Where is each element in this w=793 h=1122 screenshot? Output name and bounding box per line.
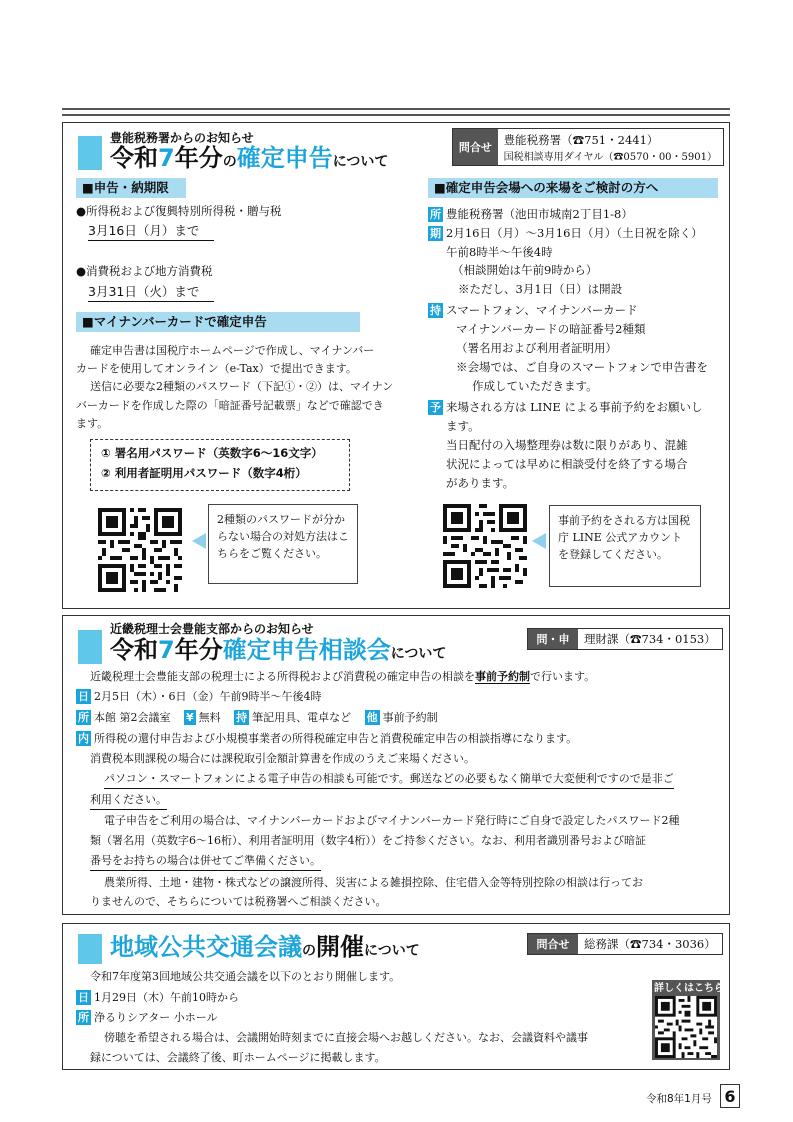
password-item: ② 利用者証明用パスワード（数字4桁） bbox=[101, 466, 307, 480]
contact-box bbox=[452, 128, 724, 166]
contact-phone-2: 国税相談専用ダイヤル（☎0570・00・5901） bbox=[503, 151, 717, 163]
intro: 近畿税理士会豊能支部の税理士による所得税および消費税の確定申告の相談を事前予約制で行います。 bbox=[90, 670, 596, 683]
password-item: ① 署名用パスワード（英数字6〜16文字） bbox=[101, 446, 323, 460]
section-title: 地域公共交通会議の開催について bbox=[110, 933, 420, 961]
contact-phone: 理財課（☎734・0153） bbox=[584, 632, 716, 646]
contact-phone: 総務課（☎734・3036） bbox=[584, 937, 716, 951]
title-marker bbox=[78, 630, 102, 664]
bring-item: マイナンバーカードの暗証番号2種類 bbox=[456, 322, 646, 336]
contact-label: 問合せ bbox=[453, 129, 498, 165]
paragraph: ます。 bbox=[76, 417, 109, 430]
intro: 令和7年度第3回地域公共交通会議を以下のとおり開催します。 bbox=[90, 970, 401, 983]
tag-period: 期 bbox=[430, 227, 441, 240]
reserve-item: 予 来場される方は LINE による事前予約をお願いし bbox=[430, 400, 703, 414]
deadline-item: ●消費税および地方消費税 bbox=[76, 264, 213, 278]
tag-day: 日 bbox=[78, 991, 89, 1004]
qr-code bbox=[655, 996, 717, 1058]
paragraph: 確定申告書は国税庁ホームページで作成し、マイナンバー bbox=[90, 344, 375, 357]
contact-label: 問合せ bbox=[528, 934, 578, 954]
arrow-left-icon bbox=[532, 533, 546, 549]
bring-item: 持 スマートフォン、マイナンバーカード bbox=[430, 303, 638, 317]
deadline-date: 3月31日（火）まで bbox=[88, 283, 214, 302]
tag-content: 内 bbox=[78, 732, 89, 745]
password-box bbox=[90, 439, 350, 491]
title-marker bbox=[78, 136, 102, 170]
venue-time: 午前8時半〜午後4時 bbox=[446, 245, 553, 259]
title-marker bbox=[78, 934, 102, 964]
note-line: 傍聴を希望される場合は、会議開始時刻までに直接会場へお越しください。なお、会議資料や議事 bbox=[104, 1031, 588, 1044]
event-day: 日 1月29日（木）午前10時から bbox=[78, 991, 239, 1004]
qr-panel bbox=[652, 980, 724, 1060]
deadline-item: ●所得税および復興特別所得税・贈与税 bbox=[76, 204, 282, 218]
tag-place: 所 bbox=[430, 208, 441, 221]
venue-time-note: ※ただし、3月1日（日）は開設 bbox=[458, 282, 623, 296]
venue-time-note: （相談開始は午前9時から） bbox=[452, 263, 598, 277]
issue-label: 令和8年1月号 bbox=[646, 1093, 712, 1105]
content-line: りませんので、そちらについては税務署へご相談ください。 bbox=[90, 895, 387, 908]
reserve-item: があります。 bbox=[446, 476, 515, 490]
content-line: 消費税本則課税の場合には課税取引金額計算書を作成のうえご来場ください。 bbox=[90, 752, 475, 765]
section-subtitle: 近畿税理士会豊能支部からのお知らせ bbox=[110, 622, 314, 636]
page-number: 6 bbox=[720, 1084, 740, 1108]
tag-place: 所 bbox=[78, 711, 89, 724]
content-line: 内 所得税の還付申告および小規模事業者の所得税確定申告と消費税確定申告の相談指導になります。 bbox=[78, 732, 578, 745]
paragraph: 送信に必要な2種類のパスワード（下記①・②）は、マイナン bbox=[90, 380, 394, 393]
content-line: 類（署名用（英数字6〜16桁）、利用者証明用（数字4桁））をご持参ください。なお、利用者識別番号および暗証 bbox=[90, 834, 646, 847]
contact-phone: 豊能税務署（☎751・2441） bbox=[503, 132, 659, 147]
content-line: 利用ください。 bbox=[90, 791, 167, 810]
section-title: 令和7年分確定申告相談会について bbox=[110, 636, 447, 664]
event-day: 日 2月5日（木）・6日（金）午前9時半〜午後4時 bbox=[78, 690, 322, 703]
qr-code bbox=[443, 504, 527, 588]
paragraph: バーカードを作成した際の「暗証番号記載票」などで確認でき bbox=[76, 399, 384, 412]
content-line: パソコン・スマートフォンによる電子申告の相談も可能です。郵送などの必要もなく簡単で大変便利ですので是非ご bbox=[104, 770, 674, 789]
section-title: 令和7年分の確定申告について bbox=[110, 144, 389, 172]
reserve-item: 状況によっては早めに相談受付を終了する場合 bbox=[446, 457, 688, 471]
tag-bring: 持 bbox=[430, 304, 441, 317]
deadline-date: 3月16日（月）まで bbox=[88, 222, 214, 241]
callout-box: 2種類のパスワードが分からない場合の対処方法はこちらをご覧ください。 bbox=[208, 504, 358, 584]
contact-box bbox=[527, 628, 723, 650]
tag-other: 他 bbox=[366, 711, 378, 724]
venue-period: 期 2月16日（月）〜3月16日（月）（土日祝を除く） bbox=[430, 226, 703, 240]
tag-bring: 持 bbox=[236, 711, 248, 724]
reserve-item: 当日配付の入場整理券は数に限りがあり、混雑 bbox=[446, 438, 688, 452]
event-place: 所 浄るりシアター 小ホール bbox=[78, 1011, 218, 1024]
section-heading-mynumber: ■マイナンバーカードで確定申告 bbox=[76, 312, 360, 332]
tag-day: 日 bbox=[78, 690, 89, 703]
qr-label: 詳しくはこちら bbox=[654, 983, 724, 994]
content-line: 電子申告をご利用の場合は、マイナンバーカードおよびマイナンバーカード発行時にご自身で設定したパスワード2種 bbox=[104, 814, 680, 827]
paragraph: カードを使用してオンライン（e-Tax）で提出できます。 bbox=[76, 362, 357, 375]
contact-label: 問・申 bbox=[528, 629, 578, 649]
bring-item: （署名用および利用者証明用） bbox=[456, 341, 617, 355]
section-subtitle: 豊能税務署からのお知らせ bbox=[110, 131, 254, 145]
callout-box: 事前予約をされる方は国税庁 LINE 公式アカウントを登録してください。 bbox=[549, 505, 701, 587]
content-line: 番号をお持ちの場合は併せてご準備ください。 bbox=[90, 852, 321, 871]
note-line: 録については、会議終了後、町ホームページに掲載します。 bbox=[90, 1051, 386, 1064]
bring-item: 作成していただきます。 bbox=[472, 379, 598, 393]
venue-place: 所 豊能税務署（池田市城南2丁目1-8） bbox=[430, 207, 633, 221]
tag-reserve: 予 bbox=[430, 401, 441, 414]
section-heading-venue: ■確定申告会場への来場をご検討の方へ bbox=[428, 178, 718, 198]
content-line: 農業所得、土地・建物・株式などの譲渡所得、災害による雑損控除、住宅借入金等特別控除の相談は行ってお bbox=[104, 876, 643, 889]
section-heading-deadline: ■申告・納期限 bbox=[76, 178, 186, 198]
contact-box bbox=[527, 933, 723, 955]
tag-place: 所 bbox=[78, 1011, 89, 1024]
header-rule bbox=[62, 108, 730, 116]
arrow-left-icon bbox=[192, 533, 206, 549]
reserve-item: ます。 bbox=[446, 419, 480, 433]
bring-item: ※会場では、ご自身のスマートフォンで申告書を bbox=[456, 360, 708, 374]
tag-fee: ¥ bbox=[186, 711, 194, 724]
event-details: 所 本館 第2会議室 ¥ 無料 持 筆記用具、電卓など 他 事前予約制 bbox=[78, 711, 438, 724]
qr-code bbox=[98, 508, 182, 592]
